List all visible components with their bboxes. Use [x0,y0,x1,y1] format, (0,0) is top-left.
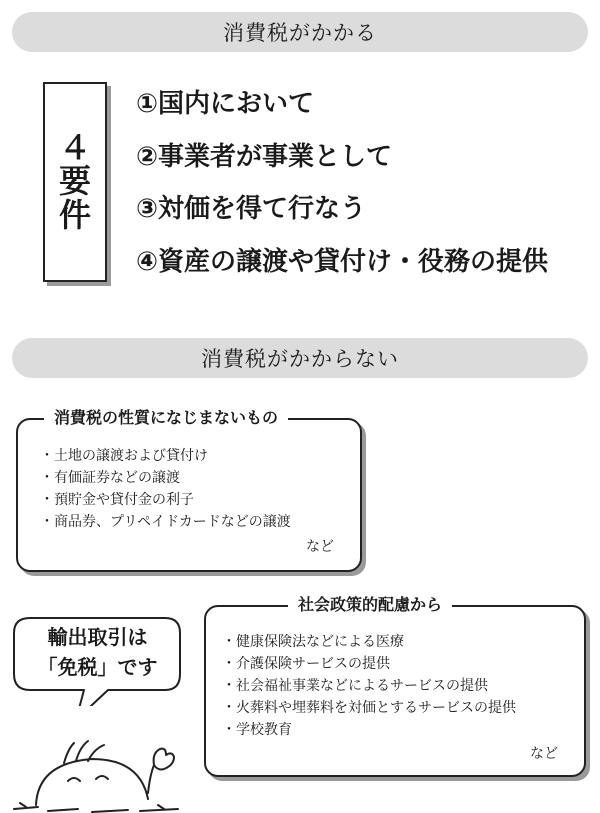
list-item: ・健康保険法などによる医療 [222,634,404,650]
requirements-box-char: ４ [58,128,91,167]
list-item: ・社会福祉事業などによるサービスの提供 [222,678,488,694]
non-taxable-banner [12,338,588,378]
character-illustration-icon [8,735,208,813]
list-item: ・預貯金や貸付金の利子 [40,492,194,508]
list-item: ・火葬料や埋葬料を対価とするサービスの提供 [222,700,516,716]
non-taxable-banner-text: 消費税がかからない [201,347,399,371]
requirements-box-char: 要 [58,162,91,201]
social-policy-panel [204,595,586,777]
speech-bubble-line: 輸出取引は [47,625,148,649]
list-item: ・商品券、プリペイドカードなどの譲渡 [40,514,291,530]
panel-list [222,631,516,741]
list-item: ・有価証券などの譲渡 [40,470,180,486]
panel-list [40,445,291,533]
list-item: ・介護保険サービスの提供 [222,656,390,672]
requirement-item: ①国内において [136,89,315,119]
requirement-item: ④資産の譲渡や貸付け・役務の提供 [136,246,549,277]
requirements-box [43,82,107,282]
etc-label: など [530,746,558,762]
taxable-banner [12,12,588,52]
requirements-box-char: 件 [58,195,91,234]
panel-title: 消費税の性質になじまないもの [44,407,288,429]
requirement-item: ②事業者が事業として [136,141,393,172]
requirements-list [136,84,548,294]
panel-title: 社会政策的配慮から [288,594,452,616]
speech-bubble-line: 「免税」です [37,655,158,679]
list-item: ・土地の譲渡および貸付け [40,448,208,464]
non-taxable-nature-panel [16,408,362,572]
speech-bubble-text [10,622,185,682]
requirement-item: ③対価を得て行なう [136,194,367,224]
list-item: ・学校教育 [222,722,292,738]
etc-label: など [306,539,334,555]
taxable-banner-text: 消費税がかかる [223,21,377,45]
